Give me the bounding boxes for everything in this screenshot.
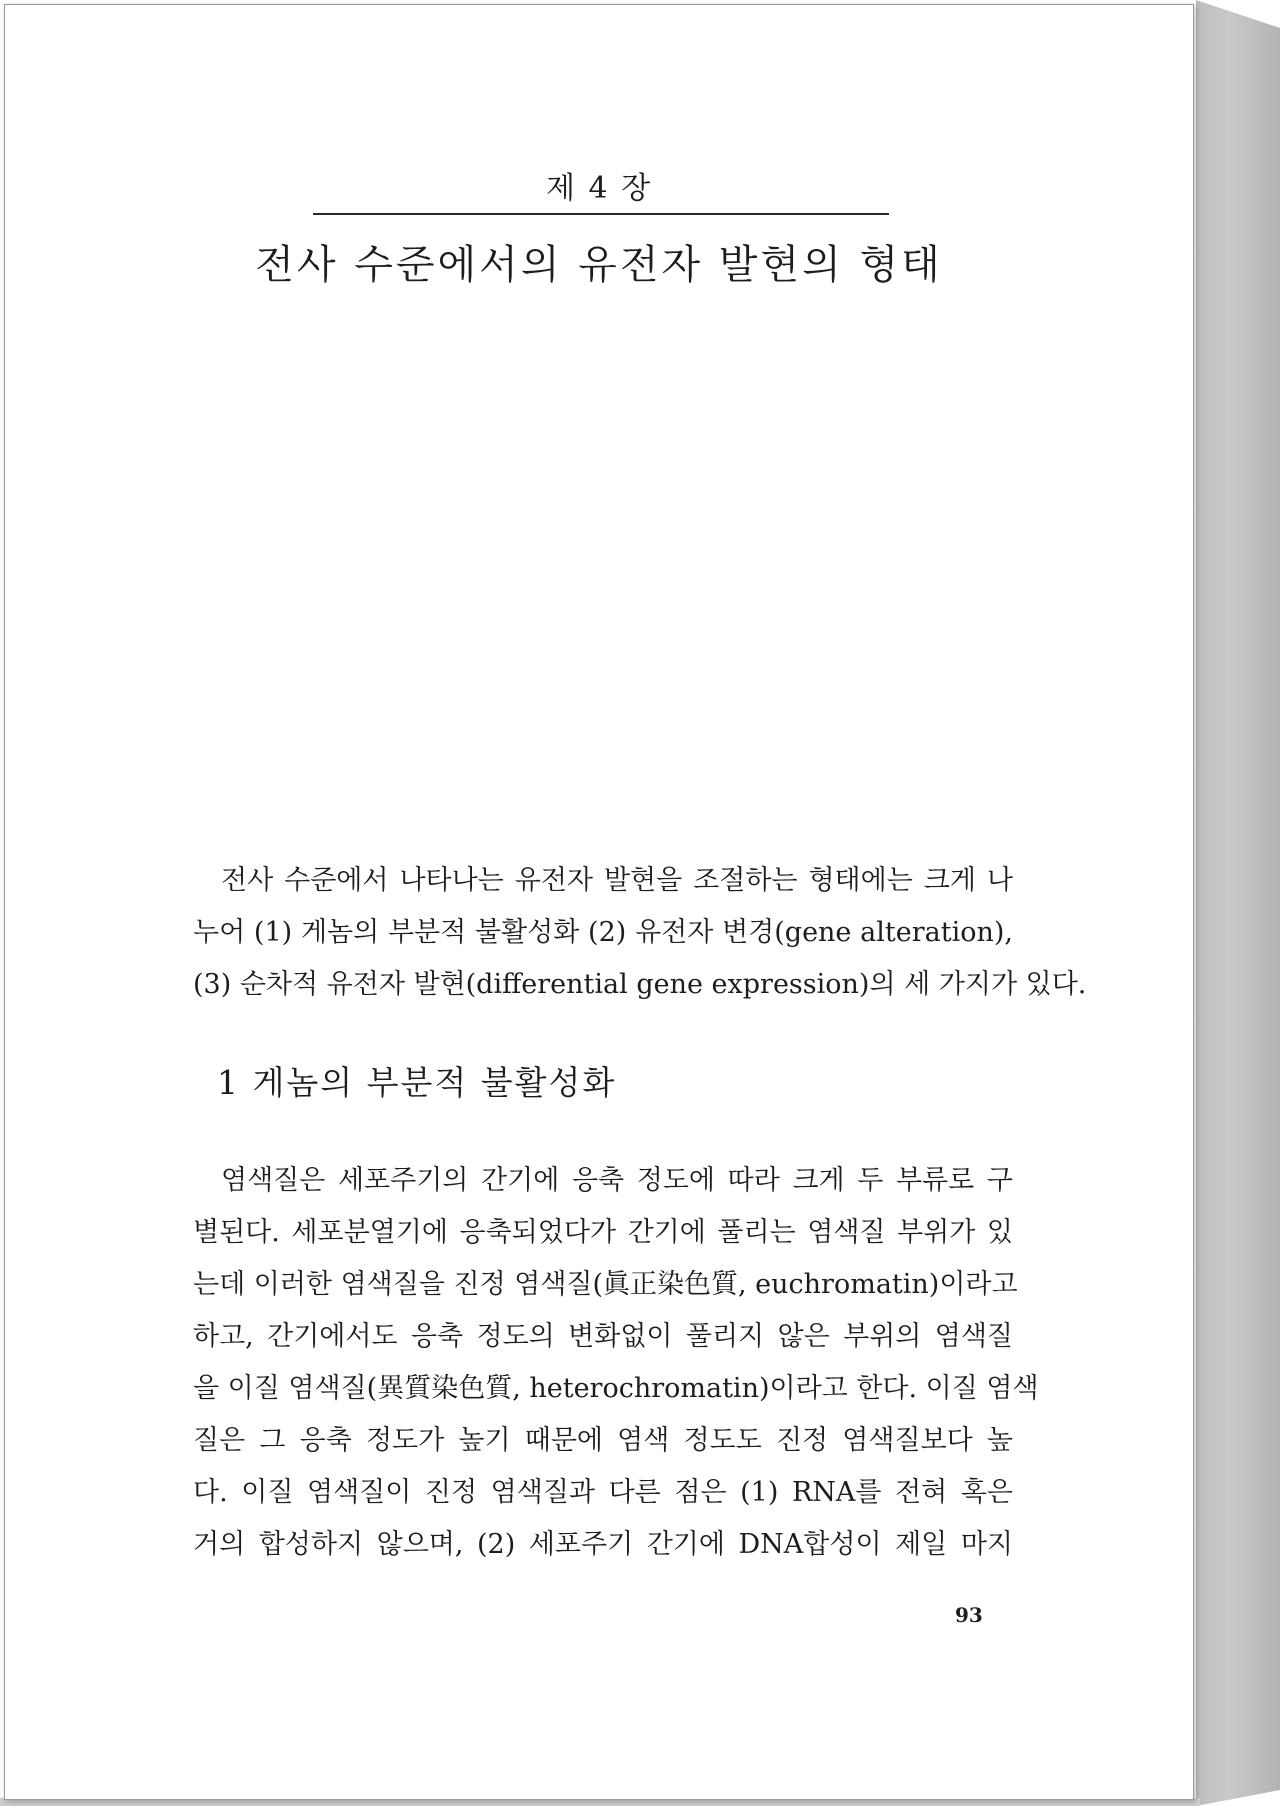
section-heading: 1 게놈의 부분적 불활성화: [217, 1063, 617, 1102]
book-spine: [1196, 0, 1280, 1806]
body-line: 거의 합성하지 않으며, (2) 세포주기 간기에 DNA합성이 제일 마지: [193, 1529, 1013, 1560]
body-paragraph: [193, 1155, 1039, 1571]
body-line: 별된다. 세포분열기에 응축되었다가 간기에 풀리는 염색질 부위가 있: [193, 1217, 1013, 1248]
book-page: [4, 4, 1194, 1800]
body-line: 는데 이러한 염색질을 진정 염색질(眞正染色質, euchromatin)이라고: [193, 1269, 1018, 1300]
intro-line: (3) 순차적 유전자 발현(differential gene expression)의 세 가지가 있다.: [193, 969, 1087, 1000]
intro-line: 누어 (1) 게놈의 부분적 불활성화 (2) 유전자 변경(gene alteration),: [193, 917, 1013, 948]
body-line: 다. 이질 염색질이 진정 염색질과 다른 점은 (1) RNA를 전혀 혹은: [193, 1477, 1013, 1508]
chapter-divider: [313, 213, 889, 215]
chapter-title: 전사 수준에서의 유전자 발현의 형태: [255, 242, 943, 288]
body-line: 을 이질 염색질(異質染色質, heterochromatin)이라고 한다. 이질 염색: [193, 1373, 1039, 1404]
page-number: 93: [955, 1603, 983, 1627]
body-line: 하고, 간기에서도 응축 정도의 변화없이 풀리지 않은 부위의 염색질: [193, 1321, 1013, 1352]
chapter-label: 제 4 장: [545, 171, 653, 206]
body-line: 염색질은 세포주기의 간기에 응축 정도에 따라 크게 두 부류로 구: [221, 1165, 1013, 1196]
body-line: 질은 그 응축 정도가 높기 때문에 염색 정도도 진정 염색질보다 높: [193, 1425, 1013, 1456]
intro-paragraph: [193, 855, 1087, 1011]
intro-line: 전사 수준에서 나타나는 유전자 발현을 조절하는 형태에는 크게 나: [221, 865, 1013, 896]
